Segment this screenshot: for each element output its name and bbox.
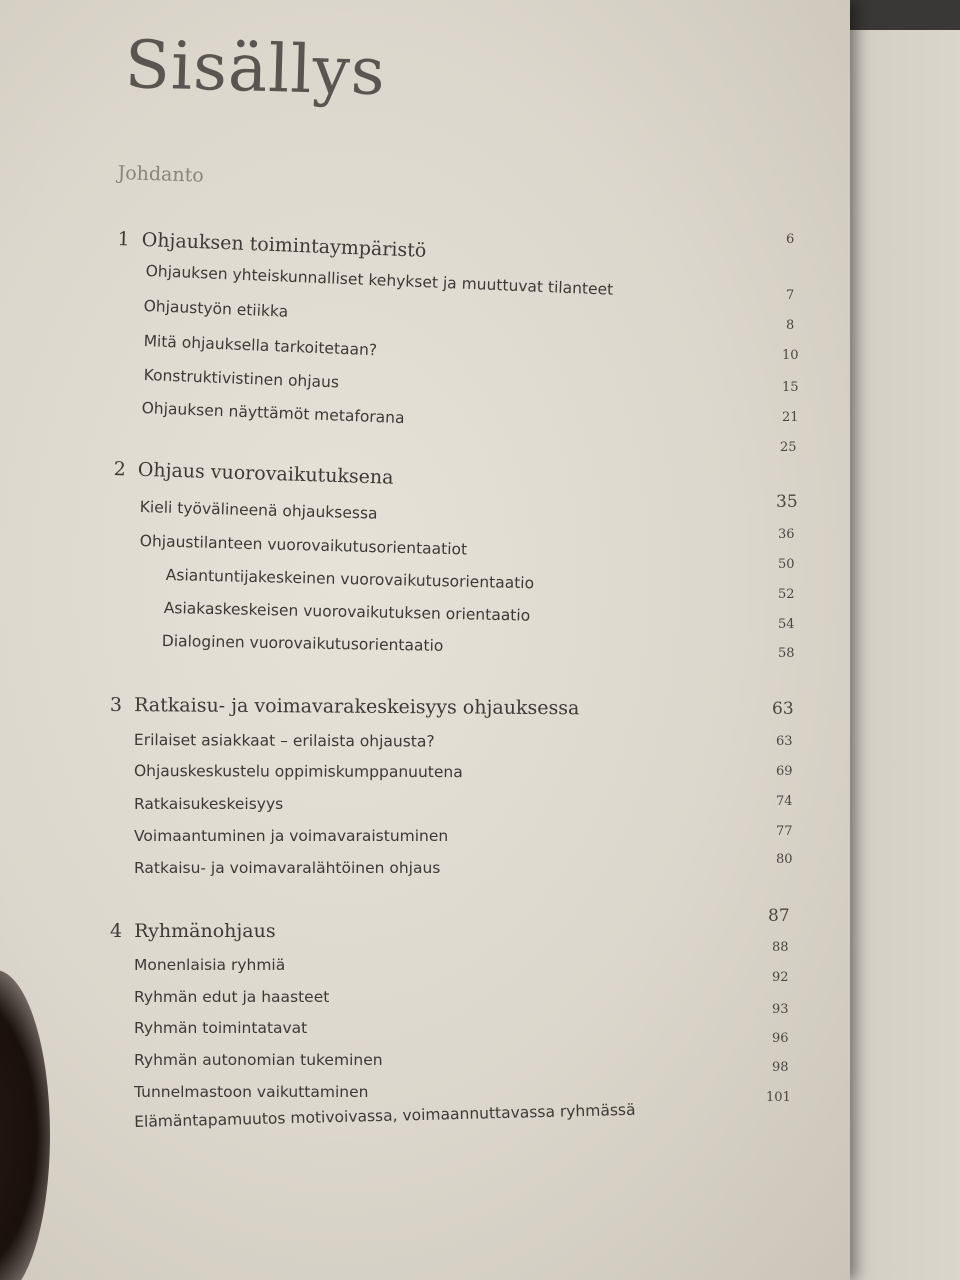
chapter-4-number: 4: [110, 920, 123, 942]
chapter-4-label: Ryhmänohjaus: [134, 920, 276, 942]
toc-item-4-4: Ryhmän autonomian tukeminen: [134, 1051, 383, 1069]
toc-item-2-4: Asiakaskeskeisen vuorovaikutuksen orientaatio: [163, 599, 531, 625]
toc-item-4-6: Elämäntapamuutos motivoivassa, voimaannuttavassa ryhmässä: [134, 1100, 636, 1131]
page-number: 58: [778, 646, 795, 661]
page-number: 6: [786, 232, 795, 247]
intro-entry: Johdanto: [117, 162, 205, 187]
toc-item-1-5: Ohjauksen näyttämöt metaforana: [141, 399, 405, 428]
page-number: 25: [780, 440, 797, 455]
toc-item-3-1: Erilaiset asiakkaat – erilaista ohjausta?: [133, 731, 435, 751]
chapter-1-title: [117, 228, 427, 262]
chapter-2-number: 2: [113, 458, 127, 481]
page-number: 35: [776, 492, 798, 512]
page-number: 50: [778, 557, 795, 572]
page-number: 96: [772, 1031, 789, 1046]
page-number: 15: [782, 380, 799, 395]
page-number: 98: [772, 1060, 789, 1075]
page-number: 88: [772, 940, 789, 955]
toc-item-4-5: Tunnelmastoon vaikuttaminen: [134, 1083, 369, 1101]
page-number: 93: [772, 1002, 789, 1017]
toc-item-1-1: Ohjauksen yhteiskunnalliset kehykset ja muuttuvat tilanteet: [145, 262, 614, 299]
chapter-1-number: 1: [117, 228, 131, 251]
page-number: 92: [772, 970, 789, 985]
toc-item-4-2: Ryhmän edut ja haasteet: [134, 988, 330, 1006]
page-number: 63: [772, 699, 794, 719]
page-number: 63: [776, 734, 793, 749]
toc-item-2-3: Asiantuntijakeskeinen vuorovaikutusorientaatio: [165, 566, 535, 593]
toc-item-4-3: Ryhmän toimintatavat: [134, 1019, 308, 1037]
page-number: 8: [786, 318, 795, 333]
page-number: 10: [782, 348, 799, 363]
toc-item-2-1: Kieli työvälineenä ohjauksessa: [139, 498, 378, 523]
toc-item-4-1: Monenlaisia ryhmiä: [134, 956, 286, 974]
toc-item-1-4: Konstruktivistinen ohjaus: [143, 366, 340, 392]
chapter-4-title: [110, 920, 276, 942]
page-number: 69: [776, 764, 793, 779]
page-number: 74: [776, 794, 793, 809]
page-number: 52: [778, 587, 795, 602]
toc-item-3-5: Ratkaisu- ja voimavaralähtöinen ohjaus: [134, 859, 441, 877]
page-number: 54: [778, 617, 795, 632]
toc-item-1-3: Mitä ohjauksella tarkoitetaan?: [143, 332, 378, 360]
page-number: 80: [776, 852, 793, 867]
chapter-3-title: [110, 694, 580, 719]
toc-item-2-5: Dialoginen vuorovaikutusorientaatio: [161, 632, 444, 655]
page-number: 77: [776, 824, 793, 839]
page-number: 21: [782, 410, 799, 425]
toc-item-3-4: Voimaantuminen ja voimavaraistuminen: [134, 827, 449, 845]
toc-item-3-2: Ohjauskeskustelu oppimiskumppanuutena: [133, 762, 463, 782]
chapter-3-number: 3: [109, 694, 123, 717]
chapter-2-title: [113, 458, 394, 489]
page-number: 101: [766, 1090, 791, 1105]
chapter-2-label: Ohjaus vuorovaikutuksena: [137, 458, 394, 489]
page-number: 36: [778, 527, 795, 542]
toc-item-1-2: Ohjaustyön etiikka: [143, 297, 289, 321]
page-number: 87: [768, 906, 790, 926]
page-number: 7: [786, 288, 795, 303]
toc-item-3-3: Ratkaisukeskeisyys: [134, 795, 284, 813]
toc-item-2-2: Ohjaustilanteen vuorovaikutusorientaatiot: [139, 532, 468, 559]
chapter-3-label: Ratkaisu- ja voimavarakeskeisyys ohjauksessa: [134, 694, 580, 720]
page-title: Sisällys: [123, 26, 387, 111]
chapter-1-label: Ohjauksen toimintaympäristö: [141, 228, 427, 262]
